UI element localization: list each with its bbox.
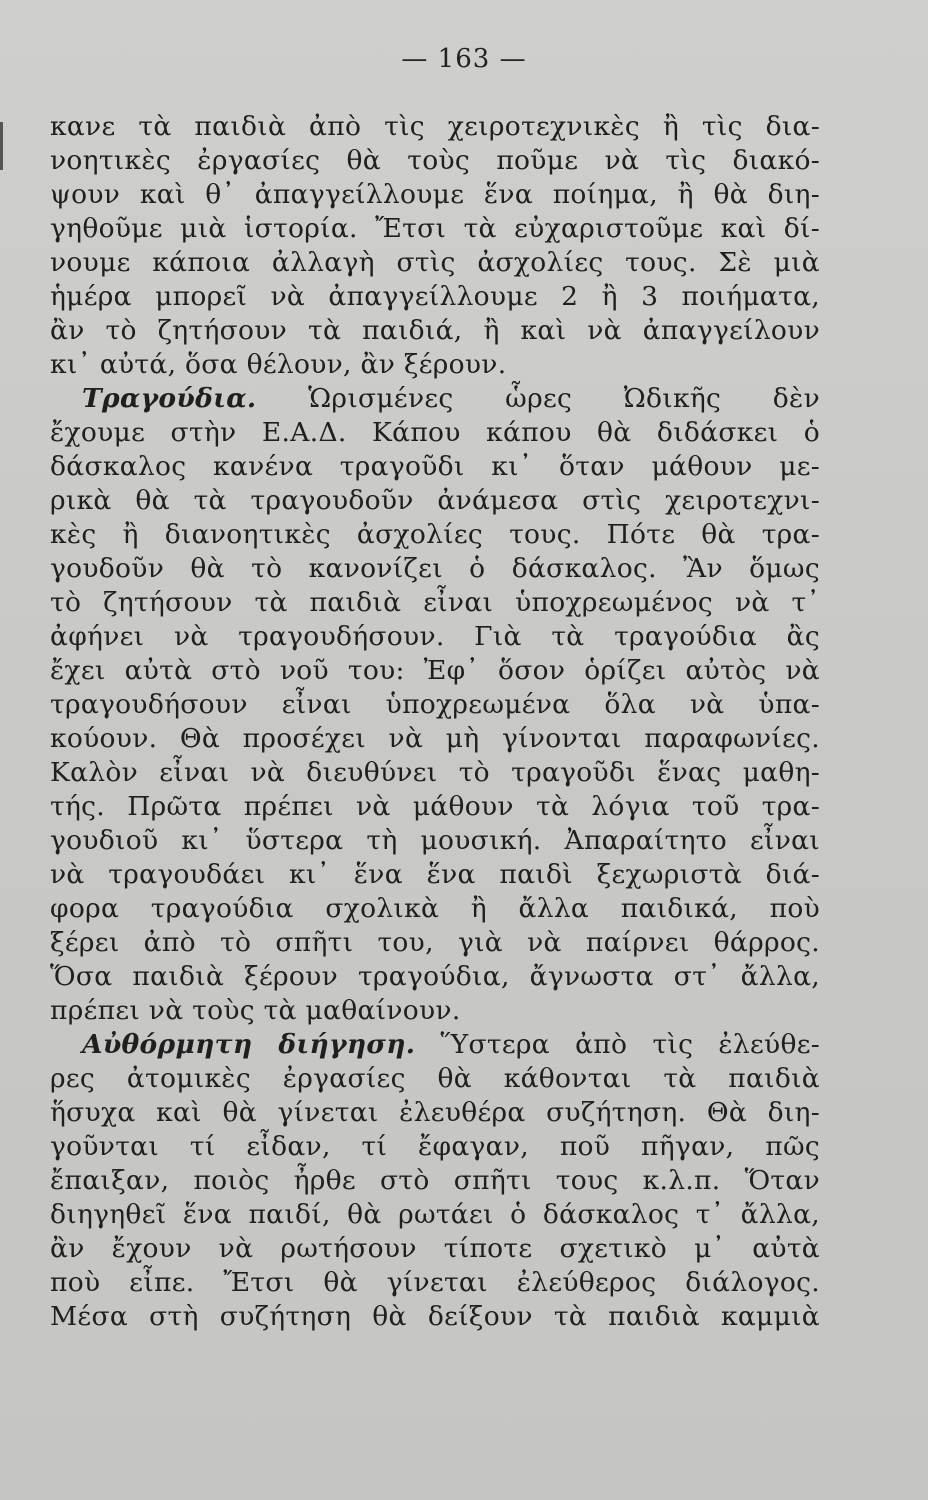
text-line: ρες ἀτομικὲς ἐργασίες θὰ κάθονται τὰ παιδιὰ: [50, 1063, 820, 1094]
text-line: δάσκαλος κανένα τραγοῦδι κι᾽ ὅταν μάθουν με-: [50, 451, 820, 482]
text-line: ἔχει αὐτὰ στὸ νοῦ του: Ἐφ᾽ ὅσον ὁρίζει αὐτὸς νὰ: [50, 655, 820, 686]
text-line: ποὺ εἶπε. Ἔτσι θὰ γίνεται ἐλεύθερος διάλογος.: [50, 1267, 820, 1298]
text-line: κούουν. Θὰ προσέχει νὰ μὴ γίνονται παραφωνίες.: [50, 723, 820, 754]
text-line: ψουν καὶ θ᾽ ἀπαγγείλλουμε ἕνα ποίημα, ἢ θὰ διη-: [50, 179, 820, 210]
text-line: κανε τὰ παιδιὰ ἀπὸ τὶς χειροτεχνικὲς ἢ τὶς δια-: [50, 111, 820, 142]
text-line: τὸ ζητήσουν τὰ παιδιὰ εἶναι ὑποχρεωμένος νὰ τ᾽: [50, 587, 820, 618]
text-line: ἀφήνει νὰ τραγουδήσουν. Γιὰ τὰ τραγούδια ἂς: [50, 621, 820, 652]
text-line: διηγηθεῖ ἕνα παιδί, θὰ ρωτάει ὁ δάσκαλος τ᾽ ἄλλα,: [50, 1199, 820, 1230]
text-line: Μέσα στὴ συζήτηση θὰ δείξουν τὰ παιδιὰ καμμιὰ: [50, 1301, 820, 1332]
section-narration-first-text: Ὕστερα ἀπὸ τὶς ἐλεύθε-: [440, 1029, 821, 1060]
text-line: τής. Πρῶτα πρέπει νὰ μάθουν τὰ λόγια τοῦ τρα-: [50, 791, 820, 822]
body-text: [50, 110, 820, 1334]
text-line: νουμε κάποια ἀλλαγὴ στὶς ἀσχολίες τους. Σὲ μιὰ: [50, 247, 820, 278]
text-line: κι᾽ αὐτά, ὅσα θέλουν, ἂν ξέρουν.: [50, 349, 507, 380]
text-line: ἂν τὸ ζητήσουν τὰ παιδιά, ἢ καὶ νὰ ἀπαγγείλουν: [50, 315, 820, 346]
text-line: ἡμέρα μπορεῖ νὰ ἀπαγγείλλουμε 2 ἢ 3 ποιήματα,: [50, 281, 820, 312]
text-line: ἔπαιξαν, ποιὸς ἦρθε στὸ σπῆτι τους κ.λ.π. Ὅταν: [50, 1165, 820, 1196]
margin-mark: [0, 122, 3, 170]
text-line: νὰ τραγουδάει κι᾽ ἕνα ἕνα παιδὶ ξεχωριστὰ διά-: [50, 859, 820, 890]
text-line: γουδιοῦ κι᾽ ὕστερα τὴ μουσική. Ἀπαραίτητο εἶναι: [50, 825, 820, 856]
text-line: γοῦνται τί εἶδαν, τί ἔφαγαν, ποῦ πῆγαν, πῶς: [50, 1131, 820, 1162]
text-line: Καλὸν εἶναι νὰ διευθύνει τὸ τραγοῦδι ἕνας μαθη-: [50, 757, 820, 788]
text-line: νοητικὲς ἐργασίες θὰ τοὺς ποῦμε νὰ τὶς διακό-: [50, 145, 820, 176]
text-line: ξέρει ἀπὸ τὸ σπῆτι του, γιὰ νὰ παίρνει θάρρος.: [50, 927, 820, 958]
text-line: ἔχουμε στὴν Ε.Α.Δ. Κάπου κάπου θὰ διδάσκει ὁ: [50, 417, 820, 448]
section-heading-songs: Τραγούδια.: [82, 383, 257, 414]
text-line: φορα τραγούδια σχολικὰ ἢ ἄλλα παιδικά, ποὺ: [50, 893, 820, 924]
text-line: ρικὰ θὰ τὰ τραγουδοῦν ἀνάμεσα στὶς χειροτεχνι-: [50, 485, 820, 516]
text-line: γουδοῦν θὰ τὸ κανονίζει ὁ δάσκαλος. Ἂν ὅμως: [50, 553, 820, 584]
section-narration-first-line: [50, 1028, 820, 1062]
text-line: γηθοῦμε μιὰ ἱστορία. Ἔτσι τὰ εὐχαριστοῦμε καὶ δί-: [50, 213, 820, 244]
section-songs-first-line: [50, 382, 820, 416]
text-line: τραγουδήσουν εἶναι ὑποχρεωμένα ὅλα νὰ ὑπα-: [50, 689, 820, 720]
text-line: ἥσυχα καὶ θὰ γίνεται ἐλευθέρα συζήτηση. Θὰ διη-: [50, 1097, 820, 1128]
text-line: κὲς ἢ διανοητικὲς ἀσχολίες τους. Πότε θὰ τρα-: [50, 519, 820, 550]
section-songs-first-text: Ὡρισμένες ὧρες Ὠδικῆς δὲν: [308, 383, 820, 414]
page-number: — 163 —: [401, 44, 527, 74]
text-line: Ὅσα παιδιὰ ξέρουν τραγούδια, ἄγνωστα στ᾽ ἄλλα,: [50, 961, 820, 992]
text-line: ἂν ἔχουν νὰ ρωτήσουν τίποτε σχετικὸ μ᾽ αὐτὰ: [50, 1233, 820, 1264]
text-line: πρέπει νὰ τοὺς τὰ μαθαίνουν.: [50, 995, 461, 1026]
section-heading-narration: Αὐθόρμητη διήγηση.: [82, 1029, 416, 1060]
